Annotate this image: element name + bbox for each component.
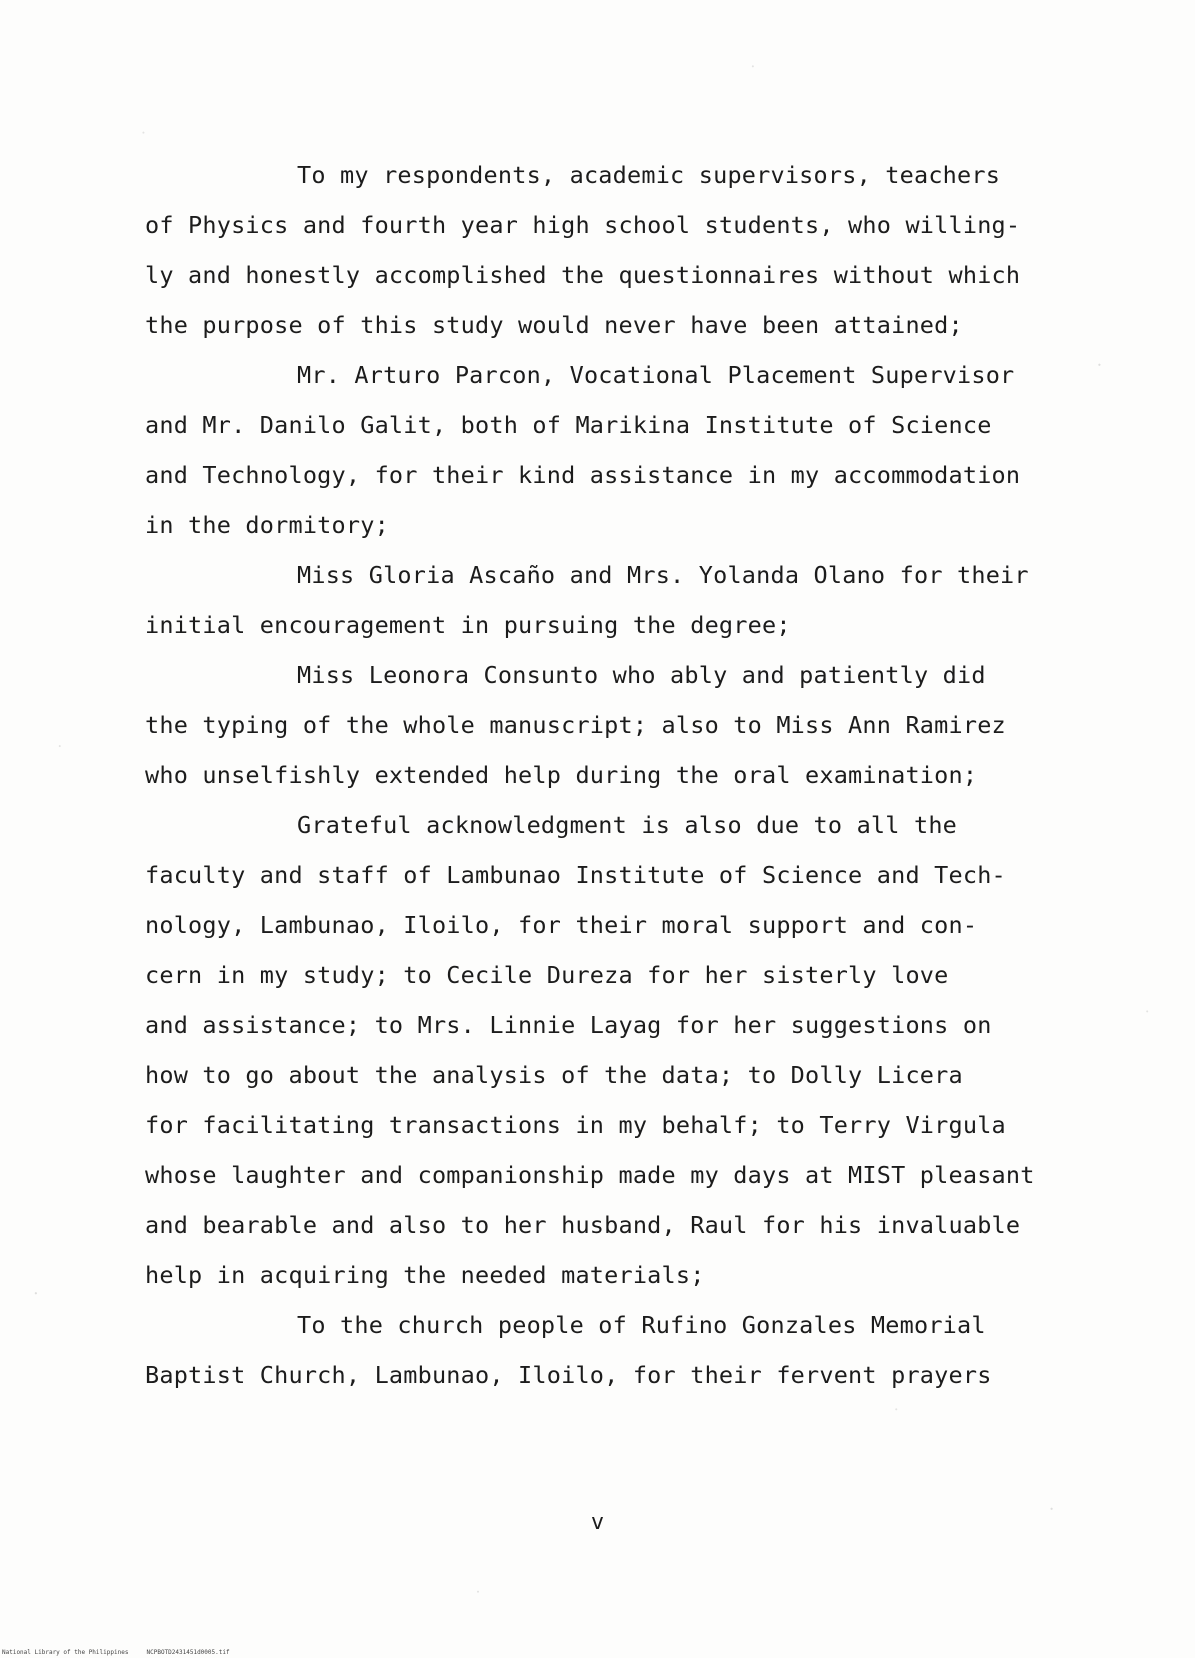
text-line: and Technology, for their kind assistance in my accommodation [145,461,1021,489]
text-line: how to go about the analysis of the data; to Dolly Licera [145,1061,963,1089]
text-line: Miss Gloria Ascaño and Mrs. Yolanda Olano for their [297,561,1029,589]
text-line: faculty and staff of Lambunao Institute of Science and Tech- [145,861,1006,889]
text-line: and bearable and also to her husband, Raul for his invaluable [145,1211,1021,1239]
text-line: Grateful acknowledgment is also due to all the [297,811,958,839]
text-line: To my respondents, academic supervisors, teachers [297,161,1001,189]
text-line: To the church people of Rufino Gonzales Memorial [297,1311,986,1339]
text-line: nology, Lambunao, Iloilo, for their moral support and con- [145,911,978,939]
text-line: Mr. Arturo Parcon, Vocational Placement Supervisor [297,361,1015,389]
scan-footer: National Library of the Philippines NCPBOTD2431451d0005.tif [2,1649,230,1656]
text-line: ly and honestly accomplished the questionnaires without which [145,261,1021,289]
text-line: the typing of the whole manuscript; also to Miss Ann Ramirez [145,711,1006,739]
text-line: Baptist Church, Lambunao, Iloilo, for their fervent prayers [145,1361,992,1389]
acknowledgment-body [145,150,1145,1400]
text-line: in the dormitory; [145,511,389,539]
text-line: and Mr. Danilo Galit, both of Marikina Institute of Science [145,411,992,439]
page-number: v [590,1510,605,1535]
text-line: whose laughter and companionship made my days at MIST pleasant [145,1161,1035,1189]
text-line: who unselfishly extended help during the oral examination; [145,761,978,789]
text-line: help in acquiring the needed materials; [145,1261,705,1289]
text-line: the purpose of this study would never have been attained; [145,311,963,339]
text-line: Miss Leonora Consunto who ably and patiently did [297,661,986,689]
text-line: initial encouragement in pursuing the degree; [145,611,791,639]
text-line: and assistance; to Mrs. Linnie Layag for her suggestions on [145,1011,992,1039]
text-line: cern in my study; to Cecile Dureza for her sisterly love [145,961,949,989]
text-line: of Physics and fourth year high school students, who willing- [145,211,1021,239]
text-line: for facilitating transactions in my behalf; to Terry Virgula [145,1111,1006,1139]
